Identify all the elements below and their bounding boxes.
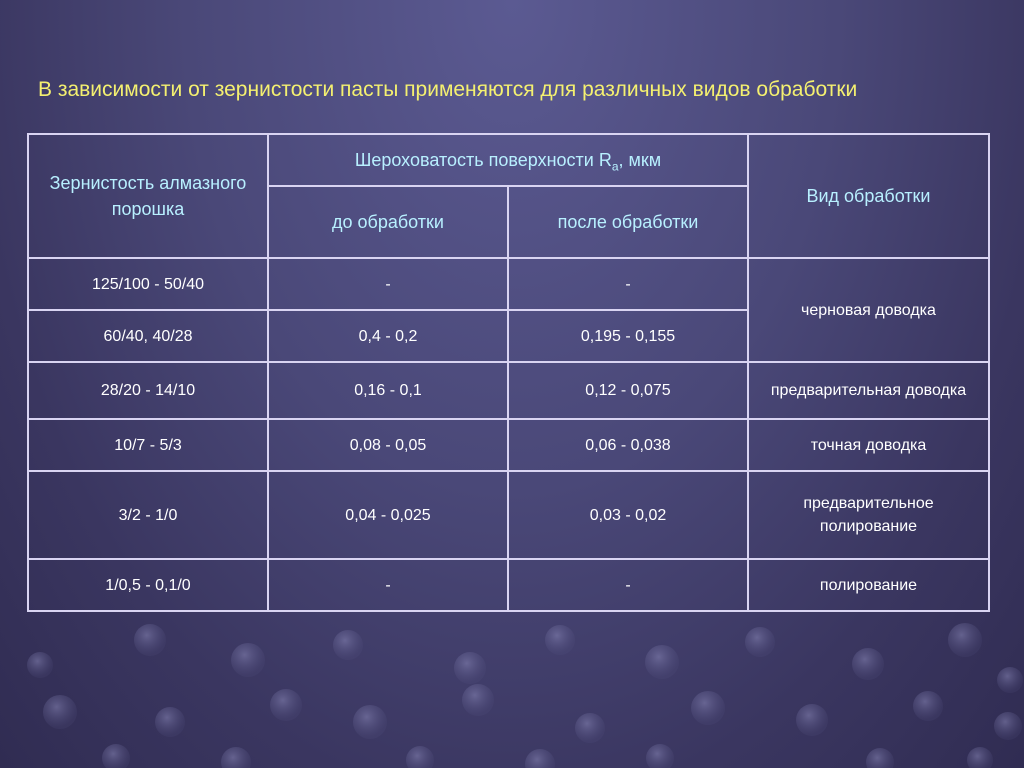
background-dot (691, 691, 725, 725)
cell-grain: 1/0,5 - 0,1/0 (28, 559, 268, 611)
slide-title: В зависимости от зернистости пасты применяются для различных видов обработки (38, 78, 858, 101)
cell-process: полирование (748, 559, 989, 611)
table-row (28, 362, 989, 419)
table-row (28, 419, 989, 471)
background-dot (333, 630, 363, 660)
background-dot (454, 652, 486, 684)
header-process-type: Вид обработки (748, 134, 989, 258)
cell-after: 0,06 - 0,038 (508, 419, 748, 471)
background-dot (406, 746, 434, 768)
cell-before: 0,08 - 0,05 (268, 419, 508, 471)
background-dot (866, 748, 894, 768)
cell-after: - (508, 258, 748, 310)
cell-before: 0,16 - 0,1 (268, 362, 508, 419)
background-dot (796, 704, 828, 736)
background-dot (948, 623, 982, 657)
background-dot (231, 643, 265, 677)
cell-after: 0,12 - 0,075 (508, 362, 748, 419)
grit-roughness-table (27, 133, 990, 612)
cell-grain: 28/20 - 14/10 (28, 362, 268, 419)
cell-process-merged: черновая доводка (748, 258, 989, 362)
background-dot (525, 749, 555, 768)
header-row-1 (28, 134, 989, 186)
background-dot (134, 624, 166, 656)
background-dot (221, 747, 251, 768)
header-before-processing: до обработки (268, 186, 508, 258)
cell-after: 0,03 - 0,02 (508, 471, 748, 559)
background-dot (102, 744, 130, 768)
background-dot (852, 648, 884, 680)
header-after-processing: после обработки (508, 186, 748, 258)
cell-before: - (268, 258, 508, 310)
background-dot (997, 667, 1023, 693)
background-dot (27, 652, 53, 678)
cell-after: 0,195 - 0,155 (508, 310, 748, 362)
background-dot (967, 747, 993, 768)
background-dot (994, 712, 1022, 740)
header-surface-roughness (268, 134, 748, 186)
background-dot (155, 707, 185, 737)
cell-before: 0,04 - 0,025 (268, 471, 508, 559)
cell-process: предварительная доводка (748, 362, 989, 419)
cell-before: 0,4 - 0,2 (268, 310, 508, 362)
background-dot (646, 744, 674, 768)
background-dot (462, 684, 494, 716)
cell-before: - (268, 559, 508, 611)
background-dot (575, 713, 605, 743)
background-dot (43, 695, 77, 729)
table-row (28, 559, 989, 611)
cell-process: точная доводка (748, 419, 989, 471)
cell-grain: 3/2 - 1/0 (28, 471, 268, 559)
header-grain-size: Зернистость алмазного порошка (28, 134, 268, 258)
background-dot (270, 689, 302, 721)
cell-after: - (508, 559, 748, 611)
header-roughness-unit: , мкм (618, 150, 662, 170)
cell-grain: 10/7 - 5/3 (28, 419, 268, 471)
background-dot (913, 691, 943, 721)
background-dot (353, 705, 387, 739)
background-dot (745, 627, 775, 657)
header-roughness-subscript: a (611, 159, 619, 174)
background-dot (645, 645, 679, 679)
table-row (28, 258, 989, 310)
cell-process: предварительное полирование (748, 471, 989, 559)
cell-grain: 60/40, 40/28 (28, 310, 268, 362)
table-row (28, 471, 989, 559)
background-dot (545, 625, 575, 655)
header-roughness-prefix: Шероховатость поверхности R (354, 150, 612, 170)
cell-grain: 125/100 - 50/40 (28, 258, 268, 310)
